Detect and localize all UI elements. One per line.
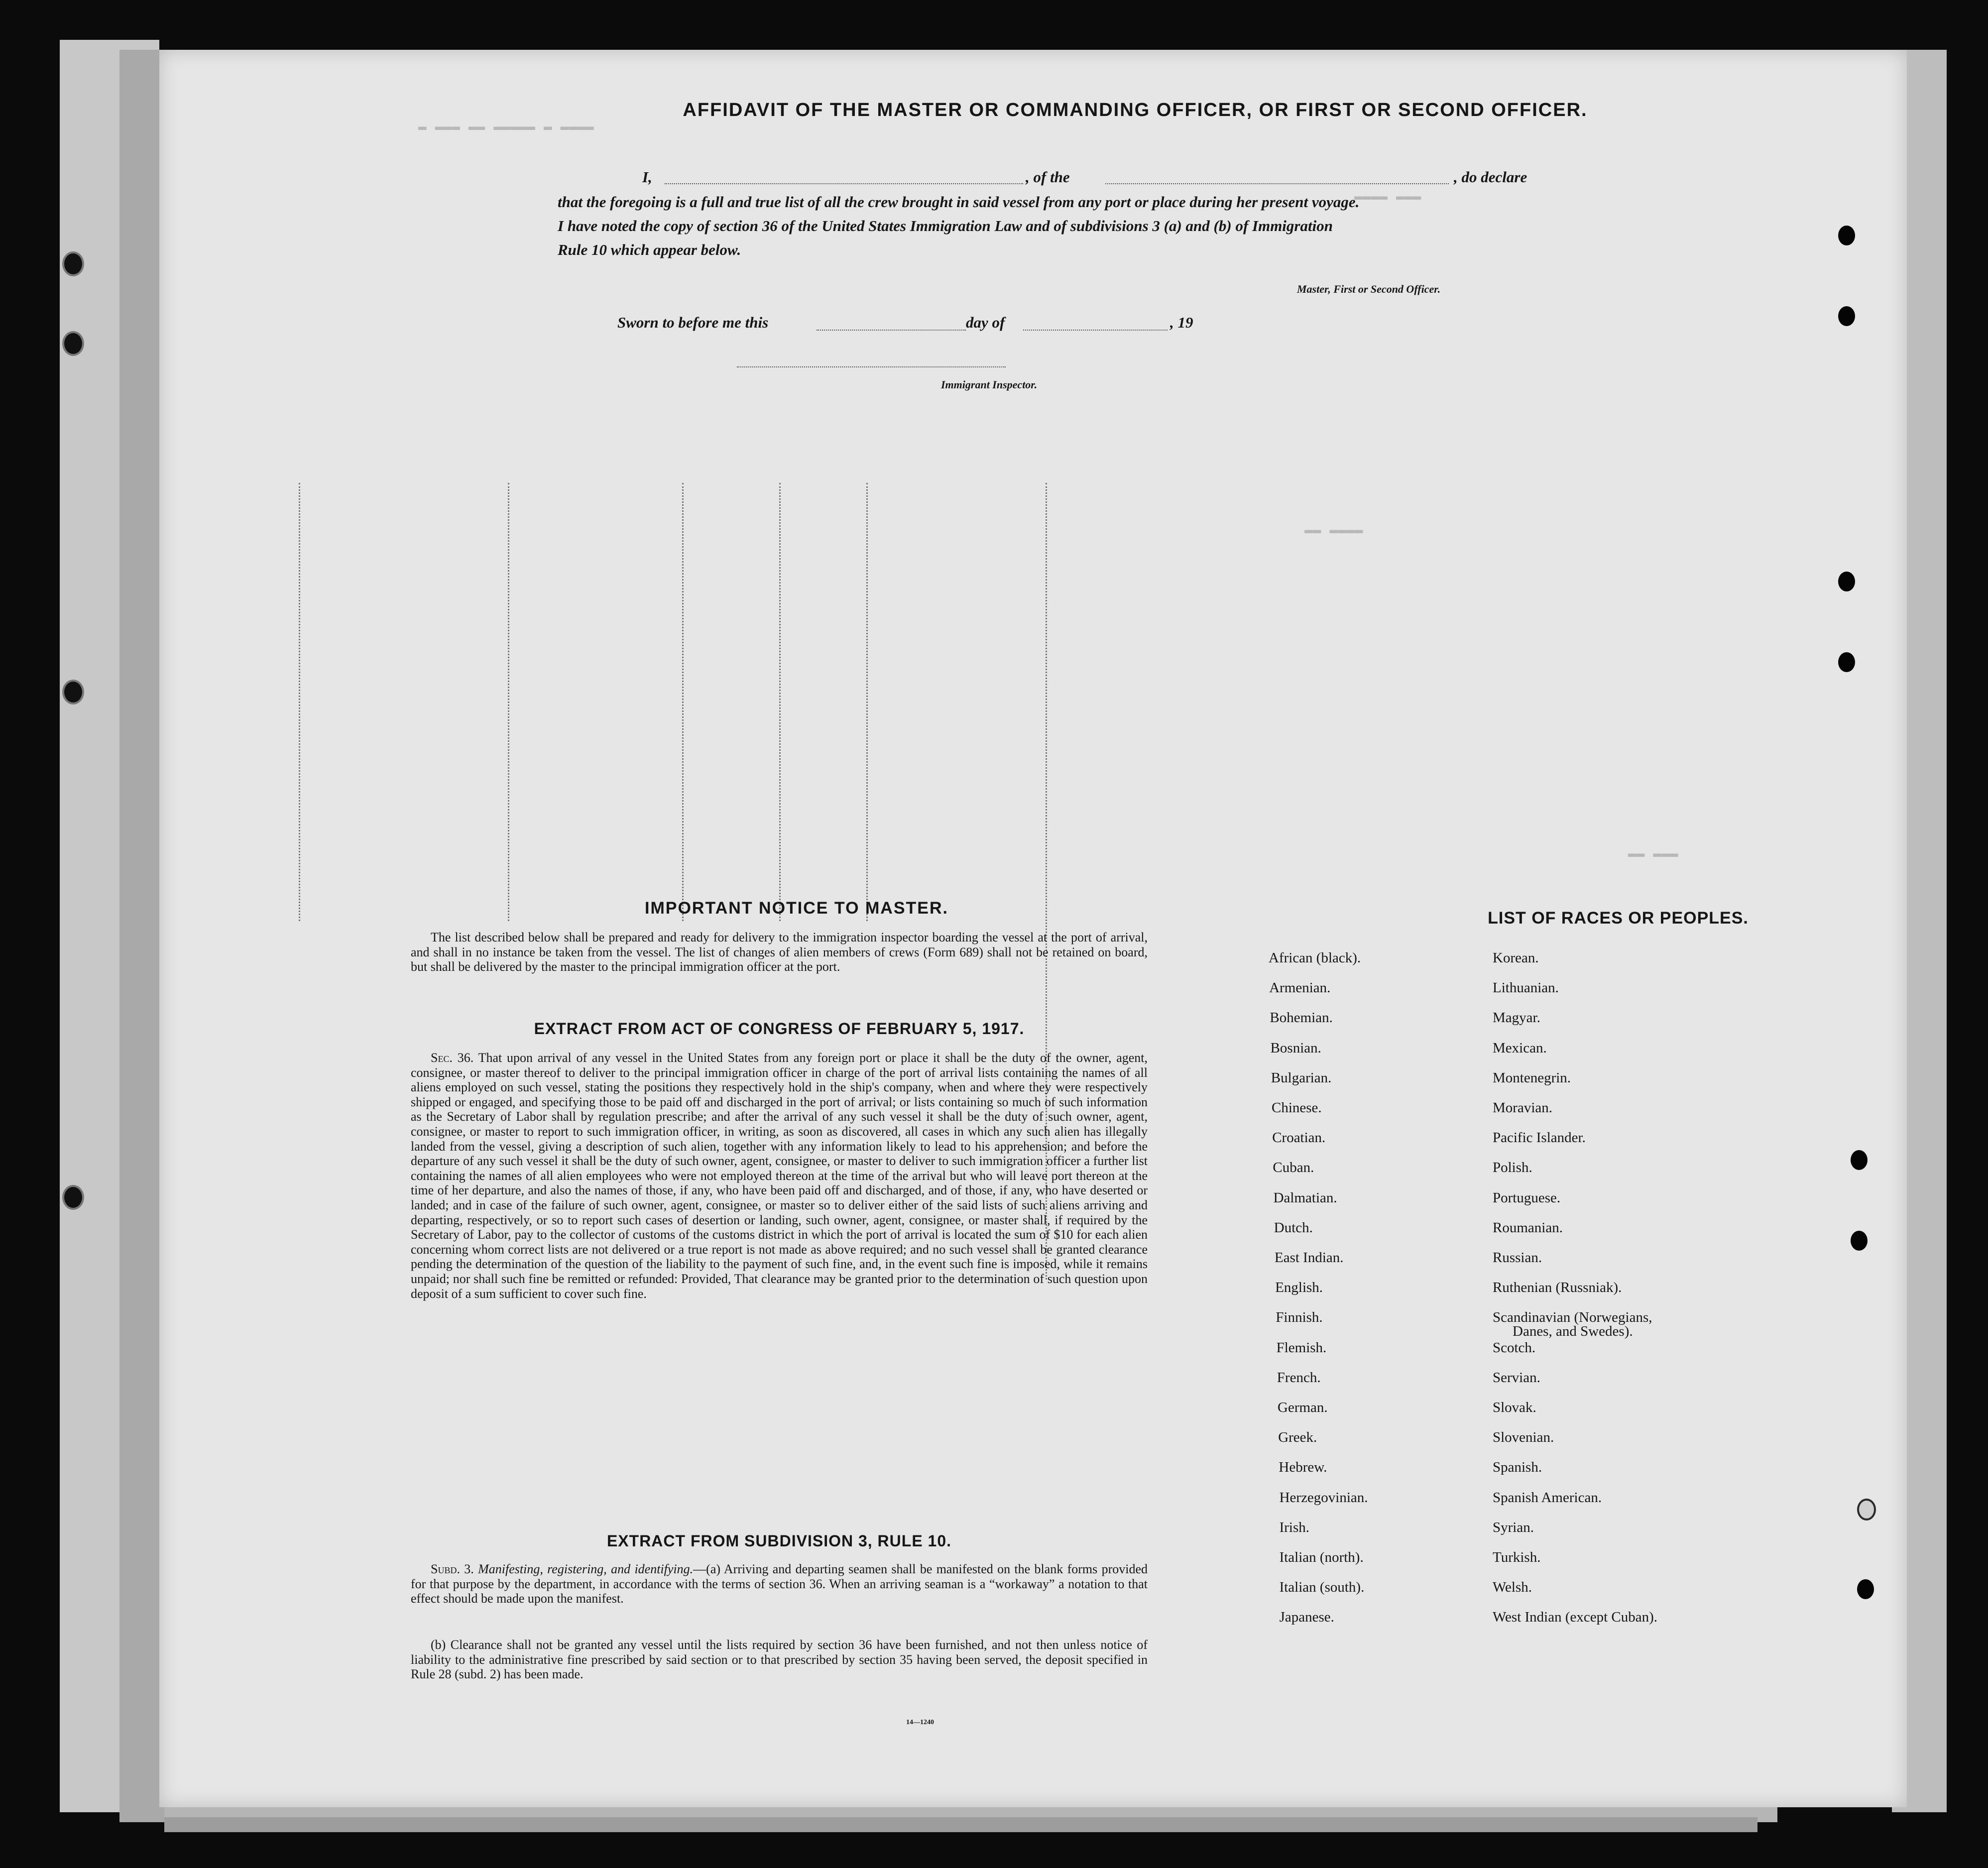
race-item: Polish. bbox=[1493, 1160, 1532, 1176]
race-item: Hebrew. bbox=[1279, 1459, 1327, 1476]
race-item: African (black). bbox=[1269, 950, 1361, 966]
column-rule bbox=[508, 483, 509, 921]
bleed-through-text: ▬▬▬▬ ▬▬▬ bbox=[1354, 189, 1421, 205]
binder-hole bbox=[1838, 652, 1855, 672]
bleed-through-text: ▬▬ ▬▬▬▬ bbox=[1304, 523, 1363, 538]
binder-hole bbox=[1851, 1231, 1868, 1251]
race-item: Servian. bbox=[1493, 1369, 1540, 1386]
bottom-page-edge-2 bbox=[164, 1817, 1757, 1832]
form-code: 14—1240 bbox=[906, 1719, 934, 1726]
races-title: LIST OF RACES OR PEOPLES. bbox=[1488, 909, 1749, 928]
race-item: Welsh. bbox=[1493, 1579, 1532, 1596]
notice-text: The list described below shall be prepared and ready for delivery to the immigration inspector boarding the vessel at the port of arrival, and shall in no instance be taken from the vessel. The list of changes of alien members of crews (Form 689) shall not be retained on board, but shall be delivered by the master to the principal immigration officer at the port. bbox=[411, 930, 1148, 974]
race-item: Ruthenian (Russniak). bbox=[1493, 1280, 1622, 1296]
race-item: Chinese. bbox=[1272, 1100, 1322, 1116]
rule-text-a bbox=[411, 1562, 1148, 1606]
month-blank[interactable] bbox=[1023, 330, 1168, 331]
race-item: Irish. bbox=[1279, 1519, 1310, 1535]
race-item: English. bbox=[1275, 1280, 1323, 1296]
binder-hole bbox=[1857, 1499, 1876, 1520]
year-label: , 19 bbox=[1170, 314, 1193, 331]
sworn-label: Sworn to before me this bbox=[617, 314, 769, 331]
binder-hole bbox=[62, 1185, 84, 1210]
document-page bbox=[159, 50, 1907, 1807]
day-blank[interactable] bbox=[817, 330, 966, 331]
affidavit-i-label: I, bbox=[642, 168, 652, 186]
bleed-through-text: ▬▬ ▬▬▬ bbox=[1628, 846, 1678, 862]
race-item: West Indian (except Cuban). bbox=[1493, 1609, 1658, 1626]
race-item: Portuguese. bbox=[1493, 1189, 1561, 1206]
race-item: Mexican. bbox=[1493, 1040, 1547, 1056]
binder-hole bbox=[1838, 226, 1855, 245]
affidavit-do-declare-label: , do declare bbox=[1454, 168, 1527, 186]
affidavit-declaration-line bbox=[578, 168, 1683, 188]
race-item: Scandinavian (Norwegians, bbox=[1493, 1309, 1652, 1326]
race-item: Flemish. bbox=[1276, 1339, 1327, 1356]
race-item: Slovak. bbox=[1493, 1400, 1536, 1415]
column-rule bbox=[682, 483, 684, 921]
affidavit-title: AFFIDAVIT OF THE MASTER OR COMMANDING OFFICER, OR FIRST OR SECOND OFFICER. bbox=[683, 100, 1588, 120]
binder-hole bbox=[1838, 572, 1855, 591]
race-item: Bosnian. bbox=[1270, 1040, 1321, 1056]
column-rule bbox=[299, 483, 300, 921]
binder-hole bbox=[1851, 1150, 1868, 1170]
rule-text-b: (b) Clearance shall not be granted any vessel until the lists required by section 36 have been furnished, and not then unless notice of liability to the administrative fine prescribed by said section or to that prescribed by section 35 having been served, the deposit specified in Rule 28 (subd. 2) has been made. bbox=[411, 1637, 1148, 1682]
race-item: Korean. bbox=[1493, 950, 1539, 966]
race-item: Bohemian. bbox=[1270, 1010, 1333, 1026]
race-item: Turkish. bbox=[1493, 1549, 1541, 1565]
column-rule bbox=[866, 483, 868, 921]
race-item: Spanish. bbox=[1493, 1459, 1542, 1476]
act-text bbox=[411, 1051, 1148, 1301]
race-item: Montenegrin. bbox=[1493, 1069, 1571, 1086]
subd-label: Subd. 3. bbox=[431, 1562, 474, 1576]
race-item: Scotch. bbox=[1493, 1339, 1536, 1356]
rule-title: EXTRACT FROM SUBDIVISION 3, RULE 10. bbox=[606, 1532, 952, 1550]
race-item: Pacific Islander. bbox=[1493, 1130, 1586, 1146]
affidavit-line-4: Rule 10 which appear below. bbox=[558, 241, 741, 258]
section-label: Sec. 36. bbox=[431, 1051, 474, 1065]
affidavit-line-3: I have noted the copy of section 36 of the United States Immigration Law and of subdivisions 3 (a) and (b) of Immigration bbox=[558, 217, 1333, 234]
race-item: Syrian. bbox=[1493, 1519, 1534, 1535]
race-item: Spanish American. bbox=[1493, 1489, 1602, 1506]
notice-title: IMPORTANT NOTICE TO MASTER. bbox=[645, 899, 948, 918]
subd-body-a: —(a) Arriving and departing seamen shall be manifested on the blank forms provided for that purpose by the department, in accordance with the terms of section 36. When an arriving seaman is a “workaway” a notation to that effect should be made upon the manifest. bbox=[411, 1562, 1148, 1606]
race-item: Bulgarian. bbox=[1271, 1069, 1332, 1086]
race-item: Magyar. bbox=[1493, 1010, 1540, 1026]
master-signature-label: Master, First or Second Officer. bbox=[1297, 283, 1441, 295]
day-of-label: day of bbox=[966, 314, 1005, 331]
race-item: Italian (north). bbox=[1279, 1549, 1364, 1565]
race-item: Russian. bbox=[1493, 1250, 1542, 1266]
act-body: That upon arrival of any vessel in the United States from any foreign port or place it shall be the duty of the owner, agent, consignee, or master thereof to deliver to the principal immigration officer in charge of the port of arrival lists containing the names of all aliens employed on such vessel, stating the positions they respectively hold in the ship's company, when and where they were respectively shipped or engaged, and specifying those to be paid off and discharged in the port of arrival; or lists containing so much of such information as the Secretary of Labor shall by regulation prescribe; and after the arrival of any such vessel it shall be the duty of such owner, agent, consignee, or master to report to such immigration officer, in writing, as soon as discovered, all cases in which any such alien has illegally landed from the vessel, giving a description of such alien, together with any information likely to lead to his apprehension; and before the departure of any such vessel it shall be the duty of such owner, agent, consignee, or master to deliver to such immigration officer a further list containing the names of all alien employees who were not employed thereon at the time of the arrival but who will leave port thereon at the time of her departure, and also the names of those, if any, who have been paid off and discharged, and of those, if any, who have deserted or landed; and in case of the failure of such owner, agent, consignee, or master so to deliver either of the said lists of such aliens arriving and departing, respectively, or so to report such cases of desertion or landing, such owner, agent, consignee, or master shall, if required by the Secretary of Labor, pay to the collector of customs of the customs district in which the port of arrival is located the sum of $10 for each alien concerning whom correct lists are not delivered or a true report is not made as above required; and no such vessel shall be granted clearance pending the determination of the question of the liability to the payment of such fine, and, in the event such fine is imposed, while it remains unpaid; nor shall such fine be remitted or refunded: Provided, That clearance may be granted prior to the determination of such question upon deposit of a sum sufficient to cover such fine. bbox=[411, 1051, 1148, 1301]
race-item: Greek. bbox=[1278, 1429, 1317, 1446]
binder-hole bbox=[1838, 306, 1855, 326]
sworn-line bbox=[617, 314, 1364, 334]
race-item: Lithuanian. bbox=[1493, 980, 1559, 996]
race-item: Armenian. bbox=[1269, 980, 1331, 996]
race-item: Roumanian. bbox=[1493, 1219, 1563, 1236]
bleed-through-text: ▬ ▬▬▬ ▬▬ ▬▬▬▬▬ ▬ ▬▬▬▬ bbox=[418, 119, 594, 135]
binder-hole bbox=[62, 680, 84, 704]
race-item: Herzegovinian. bbox=[1279, 1489, 1368, 1506]
race-item: Slovenian. bbox=[1493, 1429, 1554, 1446]
race-item: Dalmatian. bbox=[1273, 1189, 1337, 1206]
subd-heading: Manifesting, registering, and identifying. bbox=[478, 1562, 694, 1576]
race-item: French. bbox=[1277, 1369, 1321, 1386]
race-item: German. bbox=[1278, 1400, 1328, 1415]
affidavit-of-the-label: , of the bbox=[1026, 168, 1070, 186]
race-item: Croatian. bbox=[1272, 1130, 1326, 1146]
race-item: Dutch. bbox=[1274, 1219, 1313, 1236]
column-rule bbox=[779, 483, 781, 921]
race-item: Finnish. bbox=[1276, 1309, 1323, 1326]
race-item: Italian (south). bbox=[1279, 1579, 1365, 1596]
binder-hole bbox=[1857, 1579, 1874, 1599]
act-title: EXTRACT FROM ACT OF CONGRESS OF FEBRUARY 5, 1917. bbox=[534, 1020, 1025, 1038]
race-item: Danes, and Swedes). bbox=[1513, 1323, 1633, 1340]
inspector-signature-blank[interactable] bbox=[737, 366, 1006, 367]
inspector-label: Immigrant Inspector. bbox=[941, 378, 1038, 391]
race-item: Cuban. bbox=[1273, 1160, 1314, 1176]
race-item: Japanese. bbox=[1279, 1609, 1334, 1626]
binder-hole bbox=[62, 331, 84, 356]
race-item: East Indian. bbox=[1275, 1250, 1344, 1266]
vessel-blank[interactable] bbox=[1105, 183, 1449, 184]
binder-hole bbox=[62, 251, 84, 276]
name-blank[interactable] bbox=[665, 183, 1023, 184]
race-item: Moravian. bbox=[1493, 1100, 1552, 1116]
affidavit-line-2: that the foregoing is a full and true list of all the crew brought in said vessel from any port or place during her present voyage. bbox=[558, 193, 1360, 211]
